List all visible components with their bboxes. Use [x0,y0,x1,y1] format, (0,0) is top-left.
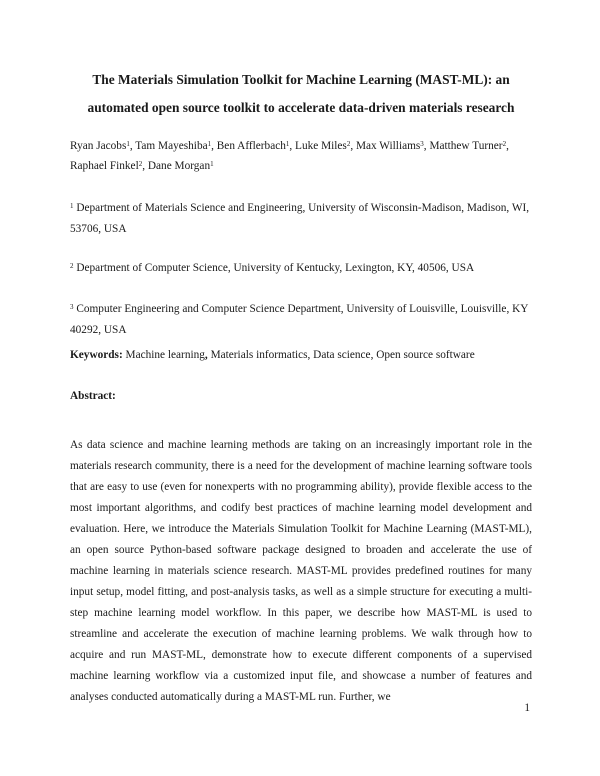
affiliation-marker: 2 [502,140,507,148]
affiliation-marker: 2 [70,262,74,270]
affiliation-1: $^1$ Department of Materials Science and Engineering, University of Wisconsin-Madison, Madison, WI, 53706, USA [70,202,530,235]
affiliation-marker: 2 [346,140,351,148]
affiliation-2: $^2$ Department of Computer Science, University of Kentucky, Lexington, KY, 40506, USA [70,262,475,274]
abstract-body: As data science and machine learning methods are taking on an increasingly important role in the materials research community, there is a need for the development of machine learning software tools that are easy to use (even for nonexperts with no programming ability), provide flexible access to the most important algorithms, and codify best practices of machine learning model development and evaluation. Here, we introduce the Materials Simulation Toolkit for Machine Learning (MAST-ML), an open source Python-based software package designed to broaden and accelerate the use of machine learning in materials science research. MAST-ML provides predefined routines for many input setup, model fitting, and post-analysis tasks, as well as a simple structure for executing a multi-step machine learning model workflow. In this paper, we describe how MAST-ML is used to streamline and accelerate the execution of machine learning problems. We walk through how to acquire and run MAST-ML, demonstrate how to execute different components of a supervised machine learning workflow via a customized input file, and showcase a number of features and analyses conducted automatically during a MAST-ML run. Further, we [70,439,532,703]
author: Matthew Turner$^2$, [429,140,509,152]
keywords: Keywords: Machine learning, Materials informatics, Data science, Open source software [70,349,475,361]
author-list [70,136,540,176]
author: Max Williams$^3$, [355,140,430,152]
affiliation-marker: 3 [70,303,74,311]
affiliation-3: $^3$ Computer Engineering and Computer Science Department, University of Louisville, Louisville, KY 40292, USA [70,303,528,336]
abstract-heading: Abstract: [70,390,116,402]
affiliation-marker: 2 [138,160,143,168]
author: Raphael Finkel$^2$, [70,160,148,172]
page-number: 1 [524,702,530,714]
author: Dane Morgan$^1$ [147,160,214,172]
affiliation-marker: 1 [210,160,214,168]
author: Ryan Jacobs$^1$, [70,140,136,152]
keyword: Machine learning [125,349,205,361]
keyword: Open source software [376,349,475,361]
paper-title: The Materials Simulation Toolkit for Machine Learning (MAST-ML): an automated open source toolkit to accelerate data-driven materials research [87,72,515,115]
keywords-label: Keywords: [70,349,123,361]
keyword: Materials informatics [210,349,308,361]
author: Ben Afflerbach$^1$, [216,140,296,152]
author: Tam Mayeshiba$^1$, [135,140,217,152]
affiliation-marker: 3 [420,140,424,148]
affiliation-marker: 1 [207,140,212,148]
author: Luke Miles$^2$, [295,140,356,152]
affiliation-marker: 1 [285,140,290,148]
affiliation-marker: 1 [126,140,130,148]
keyword: Data science [313,349,371,361]
affiliation-marker: 1 [70,202,74,210]
